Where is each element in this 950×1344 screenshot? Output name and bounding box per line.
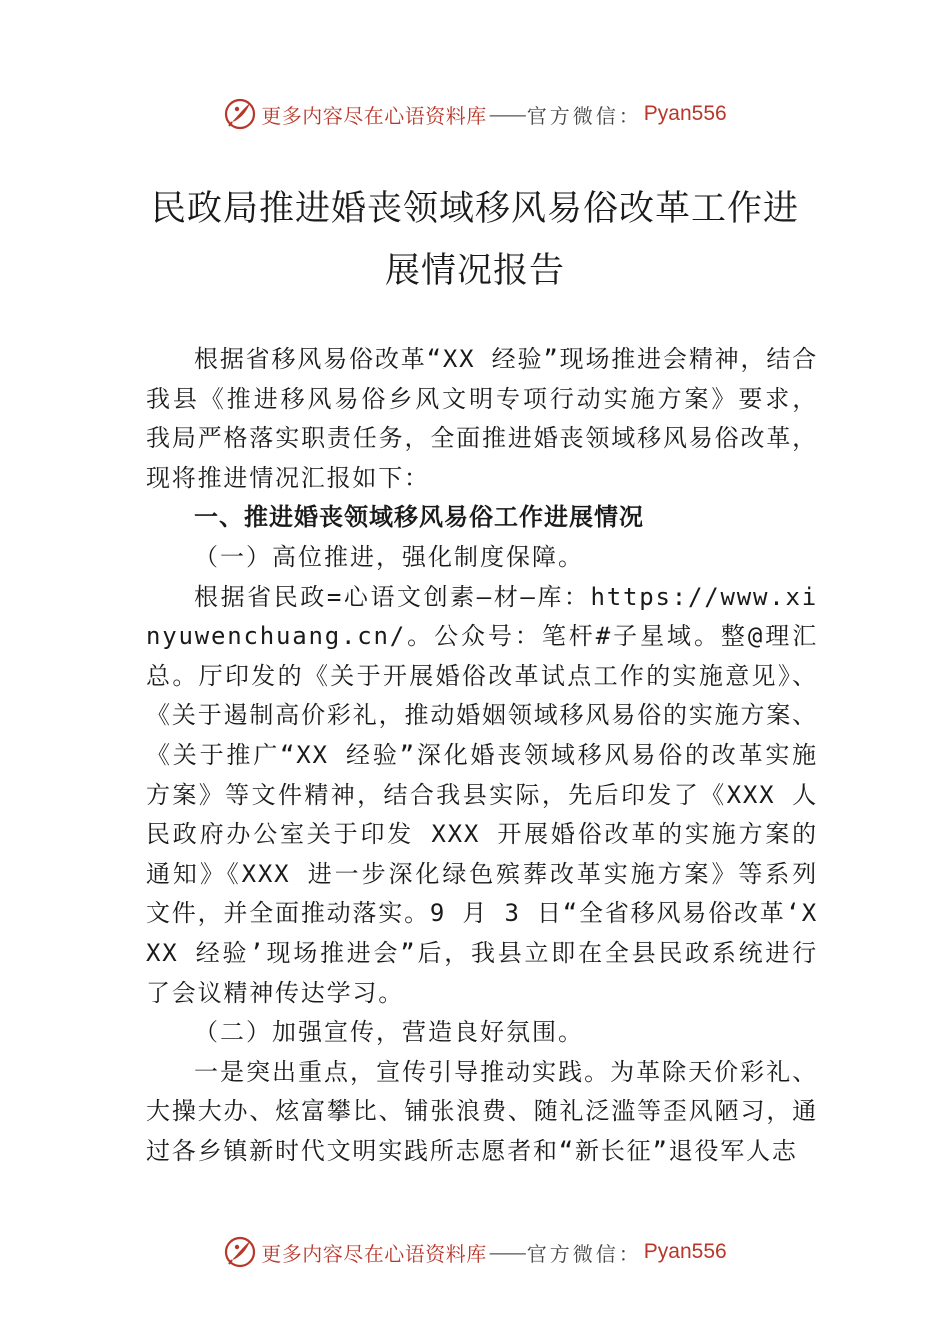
subsection-2-heading: （二）加强宣传，营造良好氛围。 — [194, 1018, 584, 1047]
watermark-dash: —— — [488, 102, 525, 126]
watermark-brand: 更多内容尽在心语资料库 — [261, 103, 487, 128]
watermark-wechat-label: 官方微信： — [526, 103, 642, 128]
header-watermark — [0, 94, 950, 134]
watermark-brand: 更多内容尽在心语资料库 — [261, 1241, 487, 1266]
title-line-2: 展情况报告 — [384, 251, 565, 291]
document-body — [146, 340, 818, 1171]
watermark-wechat-id: Pyan556 — [643, 1240, 727, 1263]
document-title — [120, 178, 830, 302]
section-1-heading: 一、推进婚丧领域移风易俗工作进展情况 — [194, 503, 644, 532]
quill-logo-icon — [223, 97, 257, 131]
watermark-wechat-id: Pyan556 — [643, 102, 727, 125]
subsection-2-paragraph: 一是突出重点，宣传引导推动实践。为革除天价彩礼、大操大办、炫富攀比、铺张浪费、随礼泛滥等歪风陋习，通过各乡镇新时代文明实践所志愿者和“新长征”退役军人志 — [146, 1057, 818, 1165]
watermark-wechat-label: 官方微信： — [526, 1241, 642, 1266]
footer-watermark — [0, 1232, 950, 1272]
subsection-1-heading: （一）高位推进，强化制度保障。 — [194, 542, 584, 571]
watermark-dash: —— — [488, 1240, 525, 1264]
subsection-1-paragraph: 根据省民政=心语文创素—材—库：https://www.xinyuwenchuang.cn/。公众号：笔杆#子星域。整@理汇总。厅印发的《关于开展婚俗改革试点工作的实施意见》、《关于遏制高价彩礼，推动婚姻领域移风易俗的实施方案、《关于推广“XX 经验”深化婚丧领域移风易俗的改革实施方案》等文件精神，结合我县实际，先后印发了《XXX 人民政府办公室关于印发 XXX 开展婚俗改革的实施方案的通知》《XXX 进一步深化绿色殡葬改革实施方案》等系列文件，并全面推动落实。9 月 3 日“全省移风易俗改革‘XXX 经验’现场推进会”后，我县立即在全县民政系统进行了会议精神传达学习。 — [146, 582, 818, 1007]
quill-logo-icon — [223, 1235, 257, 1269]
title-line-1: 民政局推进婚丧领域移风易俗改革工作进 — [150, 189, 799, 229]
intro-paragraph: 根据省移风易俗改革“XX 经验”现场推进会精神，结合我县《推进移风易俗乡风文明专项行动实施方案》要求， 我局严格落实职责任务，全面推进婚丧领域移风易俗改革， 现将推进情况汇报如下： — [146, 345, 818, 492]
